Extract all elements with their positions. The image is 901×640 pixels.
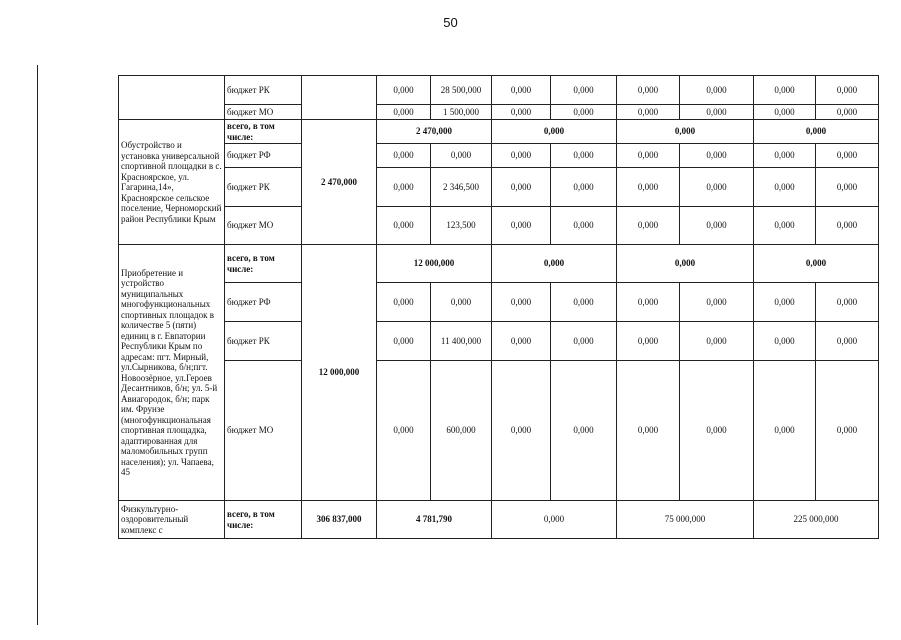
value-cell: 0,000 <box>680 105 754 120</box>
value-cell: 0,000 <box>816 361 879 501</box>
value-cell: 0,000 <box>492 168 551 207</box>
value-cell: 0,000 <box>492 283 551 322</box>
value-cell: 0,000 <box>754 144 816 168</box>
source-label: бюджет РК <box>225 322 302 361</box>
value-cell: 0,000 <box>551 322 617 361</box>
source-label: бюджет МО <box>225 207 302 245</box>
value-cell: 0,000 <box>492 76 551 105</box>
value-cell: 0,000 <box>680 76 754 105</box>
value-cell: 0,000 <box>617 76 680 105</box>
year-total: 0,000 <box>492 501 617 539</box>
source-label: всего, в том числе: <box>225 245 302 283</box>
value-cell: 0,000 <box>551 144 617 168</box>
year-total: 0,000 <box>617 245 754 283</box>
year-total: 0,000 <box>492 120 617 144</box>
value-cell: 0,000 <box>754 168 816 207</box>
value-cell: 0,000 <box>377 144 431 168</box>
source-label: бюджет РК <box>225 76 302 105</box>
value-cell: 0,000 <box>617 207 680 245</box>
value-cell: 0,000 <box>617 361 680 501</box>
table-row <box>119 120 879 144</box>
value-cell: 0,000 <box>431 144 492 168</box>
source-label: бюджет РФ <box>225 144 302 168</box>
activity-name: Приобретение и устройство муниципальных многофункциональных спортивных площадок в количестве 5 (пяти) единиц в г. Евпатории Республики Крым по адресам: пгт. Мирный, ул.Сырникова, б/н;пгт. Новоозёрное, ул.Героев Десантников, б/н; ул. 5-й Авиагородок, б/н; парк им. Фрунзе (многофункциональная спортивная площадка, адаптированная для маломобильных групп населения); ул. Чапаева, 45 <box>119 245 225 501</box>
value-cell: 0,000 <box>377 168 431 207</box>
value-cell: 0,000 <box>680 168 754 207</box>
table-row <box>119 361 879 501</box>
year-total: 75 000,000 <box>617 501 754 539</box>
value-cell: 600,000 <box>431 361 492 501</box>
table-row <box>119 207 879 245</box>
value-cell: 0,000 <box>816 207 879 245</box>
budget-table <box>118 75 879 539</box>
value-cell: 0,000 <box>680 144 754 168</box>
table-row <box>119 322 879 361</box>
value-cell: 0,000 <box>754 283 816 322</box>
page-number: 50 <box>443 15 458 30</box>
value-cell: 0,000 <box>816 283 879 322</box>
value-cell: 11 400,000 <box>431 322 492 361</box>
table-row <box>119 144 879 168</box>
activity-name: Физкультурно-оздоровительный комплекс с <box>119 501 225 539</box>
value-cell: 0,000 <box>754 322 816 361</box>
source-label: бюджет РФ <box>225 283 302 322</box>
table-row <box>119 76 879 105</box>
value-cell: 0,000 <box>816 144 879 168</box>
source-label: всего, в том числе: <box>225 120 302 144</box>
source-label: бюджет МО <box>225 361 302 501</box>
value-cell: 0,000 <box>551 207 617 245</box>
source-label: всего, в том числе: <box>225 501 302 539</box>
value-cell: 0,000 <box>816 105 879 120</box>
value-cell: 0,000 <box>617 322 680 361</box>
source-label: бюджет РК <box>225 168 302 207</box>
total-cell: 12 000,000 <box>302 245 377 501</box>
table-row <box>119 168 879 207</box>
value-cell: 0,000 <box>551 361 617 501</box>
table-row <box>119 245 879 283</box>
table-row <box>119 283 879 322</box>
value-cell: 0,000 <box>377 322 431 361</box>
value-cell: 0,000 <box>492 322 551 361</box>
value-cell: 0,000 <box>617 105 680 120</box>
value-cell: 0,000 <box>754 76 816 105</box>
value-cell: 0,000 <box>680 361 754 501</box>
value-cell: 0,000 <box>754 207 816 245</box>
value-cell: 0,000 <box>551 168 617 207</box>
total-cell <box>302 76 377 120</box>
value-cell: 28 500,000 <box>431 76 492 105</box>
value-cell: 0,000 <box>492 144 551 168</box>
value-cell: 0,000 <box>617 283 680 322</box>
value-cell: 0,000 <box>492 105 551 120</box>
year-total: 0,000 <box>754 120 879 144</box>
value-cell: 0,000 <box>377 105 431 120</box>
margin-line <box>37 65 38 625</box>
value-cell: 0,000 <box>816 322 879 361</box>
value-cell: 0,000 <box>492 361 551 501</box>
year-total: 225 000,000 <box>754 501 879 539</box>
value-cell: 0,000 <box>617 168 680 207</box>
table-row <box>119 105 879 120</box>
name-cell <box>119 76 225 120</box>
value-cell: 123,500 <box>431 207 492 245</box>
activity-name: Обустройство и установка универсальной спортивной площадки в с. Красноярское, ул. Гагарина,14», Красноярское сельское поселение, Черноморский район Республики Крым <box>119 120 225 245</box>
total-cell: 306 837,000 <box>302 501 377 539</box>
value-cell: 0,000 <box>680 322 754 361</box>
value-cell: 0,000 <box>816 76 879 105</box>
value-cell: 0,000 <box>680 283 754 322</box>
value-cell: 0,000 <box>754 105 816 120</box>
value-cell: 0,000 <box>377 76 431 105</box>
year-total: 0,000 <box>617 120 754 144</box>
value-cell: 0,000 <box>431 283 492 322</box>
year-total: 2 470,000 <box>377 120 492 144</box>
value-cell: 0,000 <box>551 283 617 322</box>
year-total: 0,000 <box>492 245 617 283</box>
value-cell: 2 346,500 <box>431 168 492 207</box>
value-cell: 0,000 <box>377 283 431 322</box>
value-cell: 0,000 <box>816 168 879 207</box>
year-total: 0,000 <box>754 245 879 283</box>
value-cell: 1 500,000 <box>431 105 492 120</box>
value-cell: 0,000 <box>377 361 431 501</box>
value-cell: 0,000 <box>377 207 431 245</box>
value-cell: 0,000 <box>680 207 754 245</box>
year-total: 12 000,000 <box>377 245 492 283</box>
year-total: 4 781,790 <box>377 501 492 539</box>
total-cell: 2 470,000 <box>302 120 377 245</box>
value-cell: 0,000 <box>551 105 617 120</box>
value-cell: 0,000 <box>492 207 551 245</box>
value-cell: 0,000 <box>754 361 816 501</box>
table-row <box>119 501 879 539</box>
source-label: бюджет МО <box>225 105 302 120</box>
value-cell: 0,000 <box>551 76 617 105</box>
value-cell: 0,000 <box>617 144 680 168</box>
